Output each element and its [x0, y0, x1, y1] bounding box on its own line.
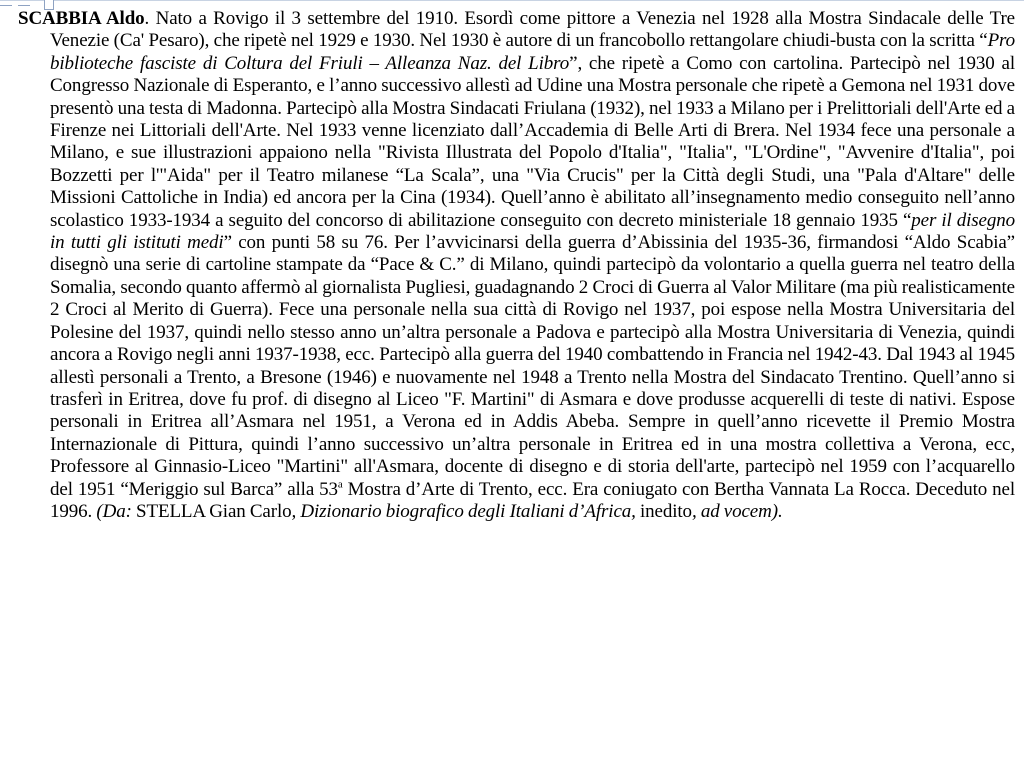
corner-mark-left — [0, 0, 12, 6]
entry-text-part-3: ” con punti 58 su 76. Per l’avvicinarsi della guerra d’Abissinia del 1935-36, firmandosi “Aldo Scabia” disegnò una serie di cartoline stampate da “Pace & C.” di Milano, quindi partecipò da volontario a quella guerra nel teatro della Somalia, secondo quanto affermò al giornalista Pugliesi, guadagnando 2 Croci di Guerra al Valor Militare (ma più realisticamente 2 Croci al Merito di Guerra). Fece una personale nella sua città di Rovigo nel 1937, poi espose nella Mostra Universitaria del Polesine del 1937, quindi nello stesso anno un’altra personale a Padova e partecipò alla Mostra Universitaria di Venezia, quindi ancora a Rovigo negli anni 1937-1938, ecc. Partecipò alla guerra del 1940 combattendo in Francia nel 1942-43. Dal 1943 al 1945 allestì personali a Trento, a Bresone (1946) e nuovamente nel 1948 a Trento nella Mostra del Sindacato Trentino. Quell’anno si trasferì in Eritrea, dove fu prof. di disegno al Liceo "F. Martini" di Asmara e dove produsse acquerelli di teste di nativi. Espose personali in Eritrea all’Asmara nel 1951, a Verona ed in Addis Abeba. Sempre in quell’anno ricevette il Premio Mostra Internazionale di Pittura, quindi l’anno successivo un’altra personale in Eritrea ed in una mostra collettiva a Verona, ecc, Professore al Ginnasio-Liceo "Martini" all'Asmara, docente di disegno e di storia dell'arte, partecipò nel 1959 con l’acquarello del 1951 “Meriggio sul Barca” alla 53 — [50, 232, 1015, 500]
entry-text-part-4: Mostra d’Arte di Trento, ecc. Era coniugato con Bertha Vannata La Rocca. Deceduto nel 1996. — [50, 478, 1015, 522]
qualification-title: per il disegno in tutti gli istituti medi — [50, 209, 1015, 254]
entry-text-part-1: . Nato a Rovigo il 3 settembre del 1910. Esordì come pittore a Venezia nel 1928 alla Mostra Sindacale delle Tre Venezie (Ca' Pesaro), che ripetè nel 1929 e 1930. Nel 1930 è autore di un francobollo rettangolare chiudi-busta con la scritta “ — [50, 8, 1015, 52]
entry-name: SCABBIA Aldo — [18, 8, 145, 29]
ordinal-suffix: a — [337, 478, 343, 491]
source-locator-comma: , — [691, 500, 701, 522]
source-close: ). — [771, 500, 783, 522]
corner-mark-right — [18, 0, 30, 6]
entry-text-part-2: ”, che ripetè a Como con cartolina. Partecipò nel 1930 al Congresso Nazionale di Esperanto, e l’anno successivo allestì ad Udine una Mostra personale che ripetè a Gemona nel 1931 dove presentò una testa di Madonna. Partecipò alla Mostra Sindacati Friulana (1932), nel 1933 a Milano per i Prelittoriali dell'Arte ed a Firenze nei Littoriali dell'Arte. Nel 1933 venne licenziato dall’Accademia di Belle Arti di Brera. Nel 1934 fece una personale a Milano, e sue illustrazioni appaiono nella "Rivista Illustrata del Popolo d'Italia", "Italia", "L'Ordine", "Avvenire d'Italia", poi Bozzetti per l'"Aida" per il Teatro milanese “La Scala”, una "Via Crucis" per la Città degli Studi, una "Pala d'Altare" delle Missioni Cattoliche in India) ed ancora per la Cina (1934). Quell’anno è abilitato all’insegnamento medio conseguito nell’anno scolastico 1933-1934 a seguito del concorso di abilitazione conseguito con decreto ministeriale 18 gennaio 1935 “ — [50, 52, 1015, 231]
page-top-rule — [0, 0, 1024, 7]
source-separator: , — [291, 500, 301, 522]
source-author: STELLA Gian Carlo — [131, 500, 292, 522]
source-title: Dizionario biografico degli Italiani d’Africa, — [300, 500, 636, 522]
source-locator: ad vocem — [700, 500, 772, 522]
source-status: inedito — [635, 500, 692, 522]
stamp-inscription: Pro biblioteche fasciste di Coltura del Friuli – Alleanza Naz. del Libro — [50, 30, 1015, 74]
source-open: (Da: — [96, 500, 132, 522]
biography-entry — [18, 8, 1015, 523]
